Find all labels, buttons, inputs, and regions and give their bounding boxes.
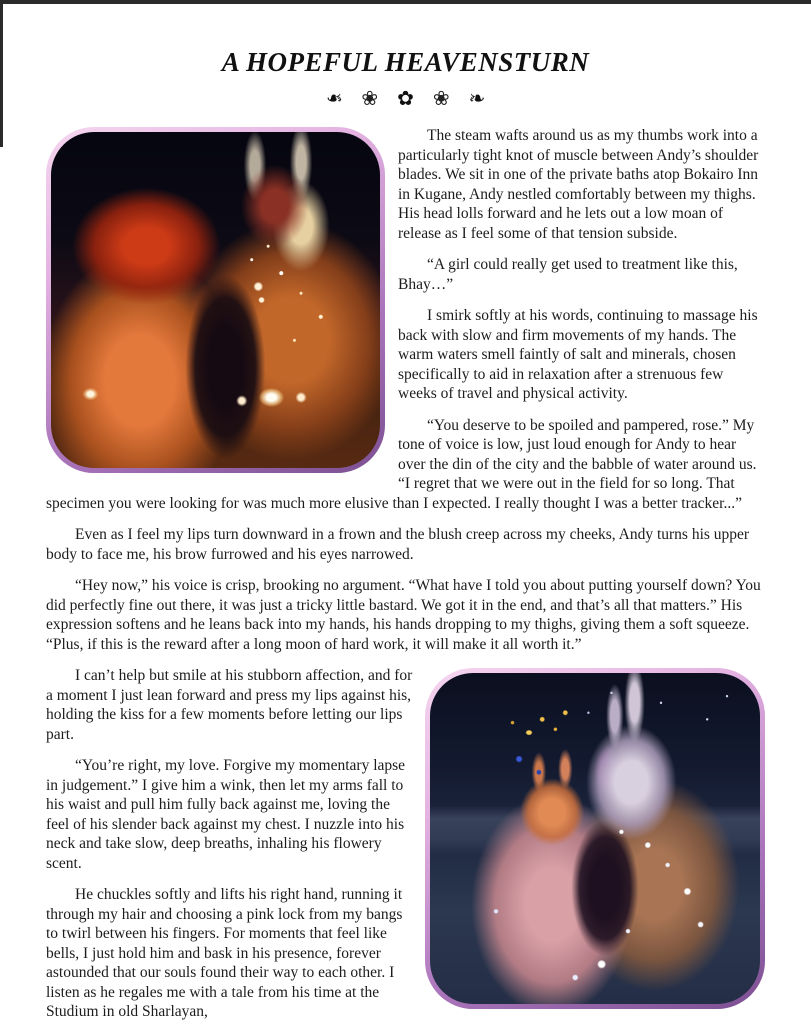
story-paragraph: Even as I feel my lips turn downward in a frown and the blush creep across my cheeks, Andy turns his upper body to face me, his brow furrowed and his eyes narrowed. — [46, 526, 750, 563]
page-title: A HOPEFUL HEAVENSTURN — [221, 47, 590, 77]
story-body — [46, 126, 765, 1022]
swash-right-icon: ❧ — [468, 88, 486, 110]
story-paragraph: “A girl could really get used to treatment like this, Bhay…” — [398, 256, 738, 293]
story-paragraph: “You’re right, my love. Forgive my momentary lapse in judgement.” I give him a wink, then let my arms fall to his waist and pull him fully back against me, loving the feel of his slender back against my chest. I nuzzle into his neck and take slow, deep breaths, inhaling his flowery scent. — [46, 757, 406, 872]
flower-outline-icon: ❀ — [361, 88, 379, 110]
flower-solid-icon: ✿ — [397, 88, 414, 110]
story-paragraph: He chuckles softly and lifts his right hand, running it through my hair and choosing a pink lock from my bangs to twirl between his fingers. For moments that feel like bells, I just hold him and bask in his presence, forever astounded that our souls found their way to each other. I listen as he regales me with a tale from his time at the Studium in old Sharlayan, — [46, 886, 403, 1020]
story-paragraph: “You deserve to be spoiled and pampered, rose.” My tone of voice is low, just loud enough for Andy to hear over the din of the city and the babble of water around us. “I regret that we were out in the field for so long. That specimen you were looking for was much more elusive than I expected. I really thought I was a better tracker...” — [46, 416, 757, 512]
story-paragraph: I can’t help but smile at his stubborn affection, and for a moment I just lean forward and press my lips against his, holding the kiss for a few moments before letting our lips part. — [46, 667, 413, 743]
story-paragraph: “Hey now,” his voice is crisp, brooking no argument. “What have I told you about putting yourself down? You did perfectly fine out there, it was just a tricky little bastard. We got it in the end, and that’s all that matters.” His expression softens and he leans back into my hands, his hands dropping to my thighs, giving them a soft squeeze. “Plus, if this is the reward after a long moon of hard work, it will make it all worth it.” — [46, 577, 761, 653]
story-paragraph: I smirk softly at his words, continuing to massage his back with slow and firm movements of my hands. The warm waters smell faintly of salt and minerals, chosen specifically to aid in relaxation after a strenuous few weeks of travel and physical activity. — [398, 307, 758, 402]
bath-scene-image-top — [46, 127, 385, 473]
bath-scene-image-bottom — [425, 668, 765, 1009]
flower-outline-icon: ❀ — [432, 88, 450, 110]
title-divider-ornaments — [0, 87, 811, 111]
window-edge-left — [0, 0, 3, 147]
story-paragraph: The steam wafts around us as my thumbs work into a particularly tight knot of muscle between Andy’s shoulder blades. We sit in one of the private baths atop Bokairo Inn in Kugane, Andy nestled comfortably between my thighs. His head lolls forward and he lets out a low moan of release as I feel some of that tension subside. — [398, 127, 759, 242]
window-edge-top — [0, 0, 811, 4]
swash-left-icon: ❧ — [325, 88, 343, 110]
bath-scene-image-bottom-art — [430, 673, 760, 1004]
bath-scene-image-top-art — [51, 132, 380, 468]
